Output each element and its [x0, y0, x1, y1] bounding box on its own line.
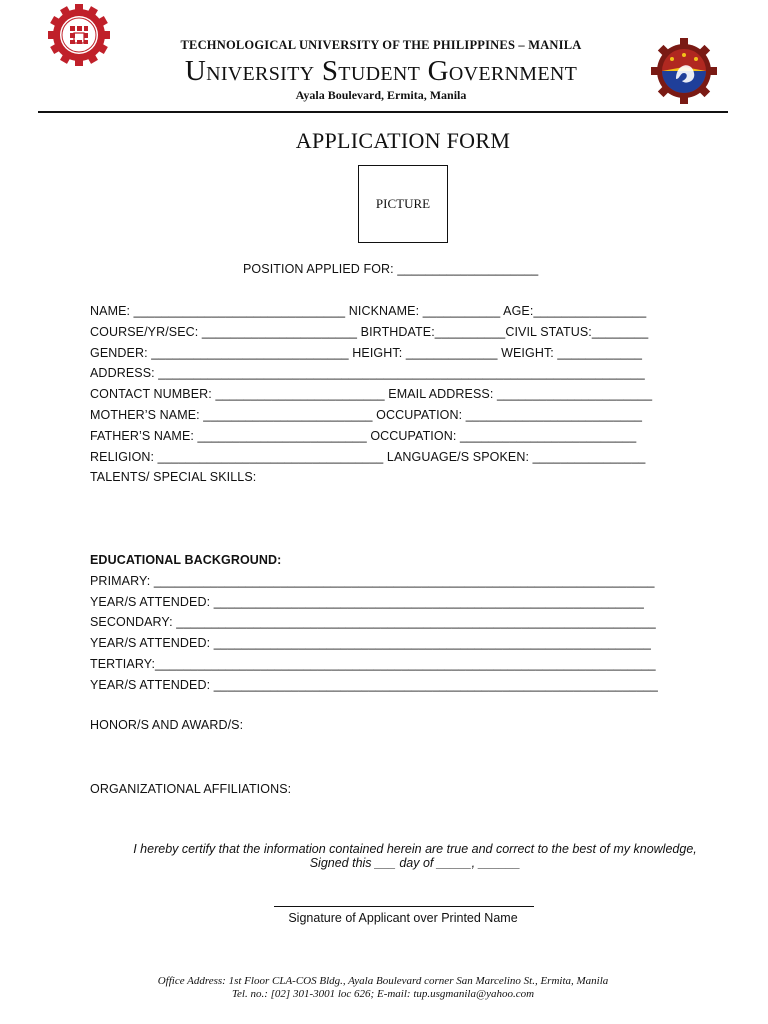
- secondary-row[interactable]: SECONDARY: ____________________________________________________________________: [90, 615, 656, 629]
- tertiary-years-row[interactable]: YEAR/S ATTENDED: _______________________________________________________________: [90, 678, 658, 692]
- secondary-years-row[interactable]: YEAR/S ATTENDED: ______________________________________________________________: [90, 636, 651, 650]
- picture-placeholder: [358, 165, 448, 243]
- address-row[interactable]: ADDRESS: _____________________________________________________________________: [90, 366, 645, 380]
- talents-label: TALENTS/ SPECIAL SKILLS:: [90, 470, 257, 484]
- usg-lion-emblem-icon: [648, 38, 720, 104]
- contact-row[interactable]: CONTACT NUMBER: ________________________ EMAIL ADDRESS: ______________________: [90, 387, 653, 401]
- course-row[interactable]: COURSE/YR/SEC: ______________________ BIRTHDATE:__________CIVIL STATUS:________: [90, 325, 649, 339]
- signed-date-line[interactable]: Signed this ___ day of _____, ______: [309, 856, 521, 870]
- office-address: Office Address: 1st Floor CLA-COS Bldg., Ayala Boulevard corner San Marcelino St., Ermita, Manila: [157, 975, 609, 987]
- primary-years-row[interactable]: YEAR/S ATTENDED: _____________________________________________________________: [90, 595, 644, 609]
- certification-statement: [60, 842, 768, 870]
- organization-address: Ayala Boulevard, Ermita, Manila: [295, 88, 467, 102]
- gender-row[interactable]: GENDER: ____________________________ HEIGHT: _____________ WEIGHT: ____________: [90, 346, 643, 360]
- organization-name: University Student Government: [184, 55, 578, 87]
- name-row[interactable]: NAME: ______________________________ NICKNAME: ___________ AGE:________________: [90, 304, 647, 318]
- religion-row[interactable]: RELIGION: ________________________________ LANGUAGE/S SPOKEN: ________________: [90, 450, 646, 464]
- picture-label: PICTURE: [375, 196, 431, 211]
- tertiary-row[interactable]: TERTIARY:_______________________________________________________________________: [90, 657, 656, 671]
- tup-seal-icon: [40, 4, 118, 66]
- certification-line: I hereby certify that the information contained herein are true and correct to the best of my knowledge,: [133, 842, 697, 856]
- signature-line[interactable]: [274, 906, 534, 907]
- footer: [60, 975, 706, 1001]
- form-title: APPLICATION FORM: [295, 128, 511, 153]
- institution-name: TECHNOLOGICAL UNIVERSITY OF THE PHILIPPINES – MANILA: [180, 38, 582, 52]
- father-row[interactable]: FATHER’S NAME: ________________________ OCCUPATION: _________________________: [90, 429, 637, 443]
- position-applied-field[interactable]: POSITION APPLIED FOR: ____________________: [243, 262, 539, 276]
- contact-info: Tel. no.: [02] 301-3001 loc 626; E-mail: tup.usgmanila@yahoo.com: [231, 988, 535, 1000]
- education-heading: EDUCATIONAL BACKGROUND:: [90, 553, 282, 567]
- primary-row[interactable]: PRIMARY: _______________________________________________________________________: [90, 574, 655, 588]
- header-divider: [38, 111, 728, 113]
- affiliations-label: ORGANIZATIONAL AFFILIATIONS:: [90, 782, 292, 796]
- signature-label: Signature of Applicant over Printed Name: [288, 911, 518, 925]
- honors-label: HONOR/S AND AWARD/S:: [90, 718, 244, 732]
- mother-row[interactable]: MOTHER’S NAME: ________________________ OCCUPATION: _________________________: [90, 408, 643, 422]
